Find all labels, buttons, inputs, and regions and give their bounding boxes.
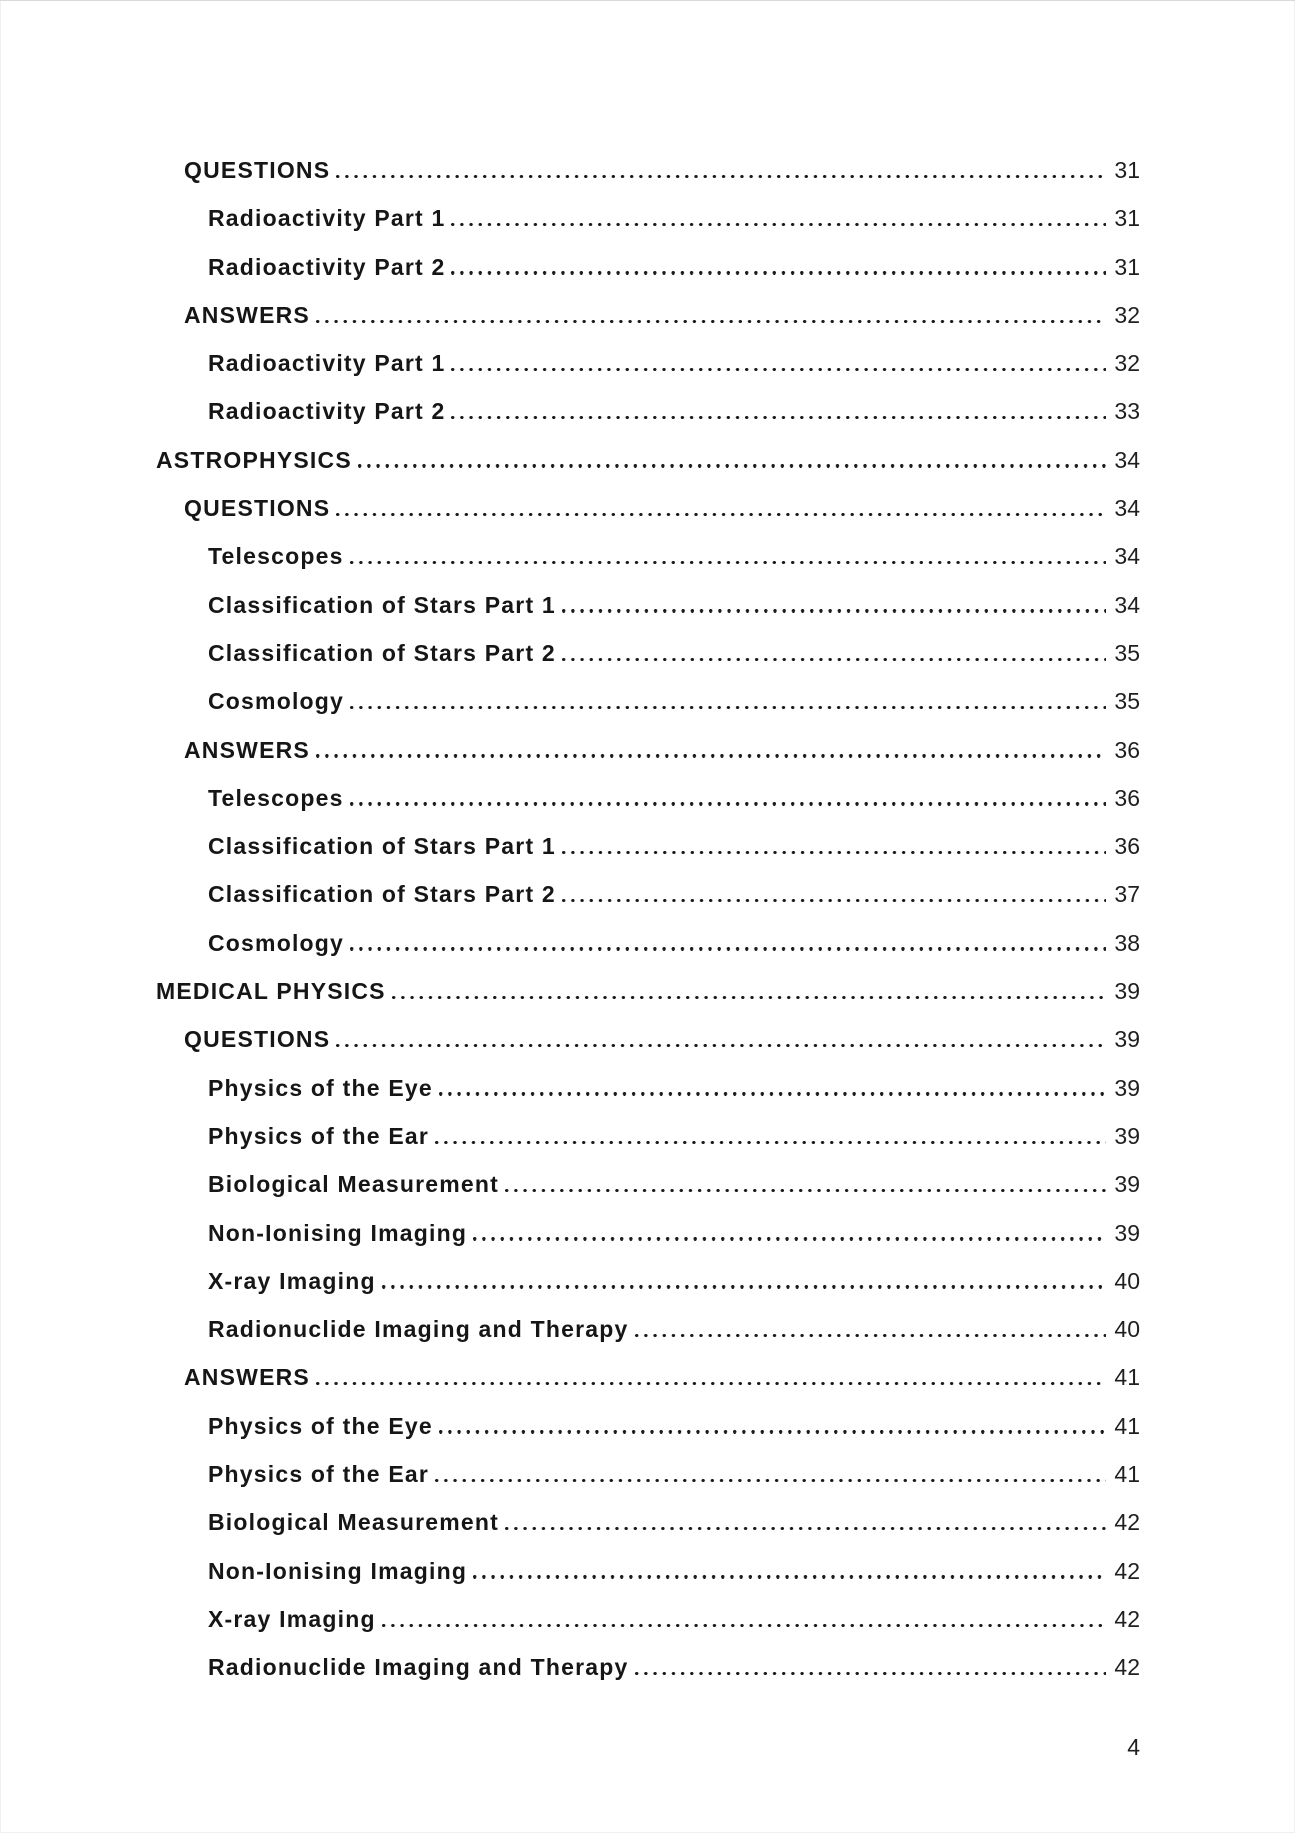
dot-leader [451,416,1106,419]
toc-entry-label: QUESTIONS [184,495,331,522]
toc-entry[interactable] [156,581,1140,629]
toc-entry-page-number: 39 [1114,978,1140,1005]
toc-entry-label: Biological Measurement [208,1171,499,1198]
toc-entry-page-number: 41 [1114,1364,1140,1391]
dot-leader [505,1189,1106,1192]
toc-entry-page-number: 34 [1114,495,1140,522]
toc-entry-label: ANSWERS [184,736,310,763]
toc-entry-page-number: 40 [1114,1267,1140,1294]
toc-entry[interactable] [156,870,1140,918]
toc-entry[interactable] [156,629,1140,677]
toc-entry-label: ANSWERS [184,301,310,328]
dot-leader [473,1575,1106,1578]
toc-entry[interactable] [156,822,1140,870]
toc-entry-label: QUESTIONS [184,1026,331,1053]
dot-leader [350,561,1106,564]
dot-leader [336,513,1106,516]
toc-entry-label: Non-Ionising Imaging [208,1219,468,1246]
dot-leader [451,271,1106,274]
toc-entry[interactable] [156,726,1140,774]
toc-entry-page-number: 32 [1114,301,1140,328]
dot-leader [451,368,1106,371]
toc-entry[interactable] [156,919,1140,967]
footer-page-number: 4 [1127,1734,1140,1760]
toc-entry-label: X-ray Imaging [208,1267,376,1294]
toc-entry[interactable] [156,1305,1140,1353]
toc-entry-label: QUESTIONS [184,157,331,183]
toc-entry-page-number: 34 [1114,543,1140,570]
dot-leader [350,947,1106,950]
dot-leader [562,851,1106,854]
toc-entry-label: Classification of Stars Part 1 [208,591,556,618]
toc-entry-page-number: 37 [1114,881,1140,908]
toc-entry-label: Non-Ionising Imaging [208,1557,468,1584]
toc-entry[interactable] [156,1450,1140,1498]
toc-entry-page-number: 41 [1114,1461,1140,1488]
toc-entry-page-number: 33 [1114,398,1140,425]
toc-entry-page-number: 42 [1114,1605,1140,1632]
toc-entry[interactable] [156,1643,1140,1691]
toc-entry-page-number: 36 [1114,833,1140,860]
toc-entry[interactable] [156,1015,1140,1063]
toc-entry-page-number: 31 [1114,205,1140,232]
dot-leader [392,996,1106,999]
toc-entry-page-number: 39 [1114,1171,1140,1198]
toc-entry-label: Classification of Stars Part 1 [208,833,556,860]
toc-entry-label: Physics of the Ear [208,1461,430,1488]
dot-leader [562,658,1106,661]
toc-entry-label: Classification of Stars Part 2 [208,881,556,908]
dot-leader [635,1334,1106,1337]
toc-entry[interactable] [156,1209,1140,1257]
toc-entry[interactable] [156,387,1140,435]
toc-entry[interactable] [156,291,1140,339]
dot-leader [439,1092,1106,1095]
toc-entry[interactable] [156,532,1140,580]
dot-leader [316,320,1106,323]
toc-entry[interactable] [156,1595,1140,1643]
toc-entry-label: Radioactivity Part 2 [208,398,446,425]
toc-entry[interactable] [156,1353,1140,1401]
dot-leader [316,754,1106,757]
dot-leader [350,802,1106,805]
dot-leader [358,464,1106,467]
toc-entry[interactable] [156,436,1140,484]
toc-entry-page-number: 35 [1114,639,1140,666]
toc-entry-page-number: 36 [1114,736,1140,763]
toc-entry-page-number: 35 [1114,688,1140,715]
toc-entry-page-number: 39 [1114,1122,1140,1149]
toc-entry-label: Radioactivity Part 1 [208,205,446,232]
toc-entry-label: Biological Measurement [208,1509,499,1536]
toc-entry-label: Radionuclide Imaging and Therapy [208,1654,629,1681]
toc-entry[interactable] [156,339,1140,387]
toc-entry-label: X-ray Imaging [208,1605,376,1632]
toc-entry-page-number: 42 [1114,1557,1140,1584]
toc-entry-label: Cosmology [208,929,345,956]
toc-entry-label: ANSWERS [184,1364,310,1391]
toc-entry-label: Physics of the Eye [208,1074,433,1101]
dot-leader [439,1430,1106,1433]
toc-entry-label: Radioactivity Part 2 [208,253,446,280]
toc-entry-page-number: 39 [1114,1074,1140,1101]
dot-leader [350,706,1106,709]
toc-entry[interactable] [156,1112,1140,1160]
toc-entry-page-number: 31 [1114,157,1140,183]
toc-entry-label: Physics of the Eye [208,1412,433,1439]
toc-entry-page-number: 40 [1114,1316,1140,1343]
toc-entry-page-number: 36 [1114,784,1140,811]
toc-entry[interactable] [156,1064,1140,1112]
toc-entry-page-number: 42 [1114,1654,1140,1681]
dot-leader [562,899,1106,902]
toc-entry[interactable] [156,194,1140,242]
dot-leader [316,1382,1106,1385]
table-of-contents [156,146,1140,1692]
toc-entry-label: Telescopes [208,784,344,811]
toc-entry-page-number: 34 [1114,591,1140,618]
dot-leader [435,1479,1106,1482]
toc-entry-label: Classification of Stars Part 2 [208,639,556,666]
dot-leader [451,223,1106,226]
toc-entry-label: MEDICAL PHYSICS [156,978,386,1005]
toc-entry-page-number: 32 [1114,350,1140,377]
dot-leader [336,175,1106,178]
toc-entry-page-number: 39 [1114,1026,1140,1053]
toc-entry-page-number: 34 [1114,446,1140,473]
toc-entry[interactable] [156,774,1140,822]
toc-entry-label: Radionuclide Imaging and Therapy [208,1316,629,1343]
dot-leader [635,1672,1106,1675]
toc-entry-label: Telescopes [208,543,344,570]
toc-entry[interactable] [156,1498,1140,1546]
toc-entry[interactable] [156,1547,1140,1595]
toc-entry[interactable] [156,1257,1140,1305]
dot-leader [562,609,1106,612]
toc-entry-label: Radioactivity Part 1 [208,350,446,377]
dot-leader [382,1624,1106,1627]
toc-entry[interactable] [156,1160,1140,1208]
toc-entry-label: Physics of the Ear [208,1122,430,1149]
toc-entry[interactable] [156,1402,1140,1450]
toc-entry-page-number: 39 [1114,1219,1140,1246]
toc-entry-page-number: 42 [1114,1509,1140,1536]
toc-entry-label: Cosmology [208,688,345,715]
toc-entry-page-number: 38 [1114,929,1140,956]
dot-leader [505,1527,1106,1530]
toc-entry[interactable] [156,484,1140,532]
toc-entry[interactable] [156,243,1140,291]
dot-leader [435,1141,1106,1144]
toc-entry[interactable] [156,146,1140,194]
toc-entry-label: ASTROPHYSICS [156,446,352,473]
dot-leader [336,1044,1106,1047]
toc-entry-page-number: 31 [1114,253,1140,280]
toc-entry[interactable] [156,677,1140,725]
dot-leader [382,1285,1106,1288]
toc-entry-page-number: 41 [1114,1412,1140,1439]
toc-entry[interactable] [156,967,1140,1015]
dot-leader [473,1237,1106,1240]
